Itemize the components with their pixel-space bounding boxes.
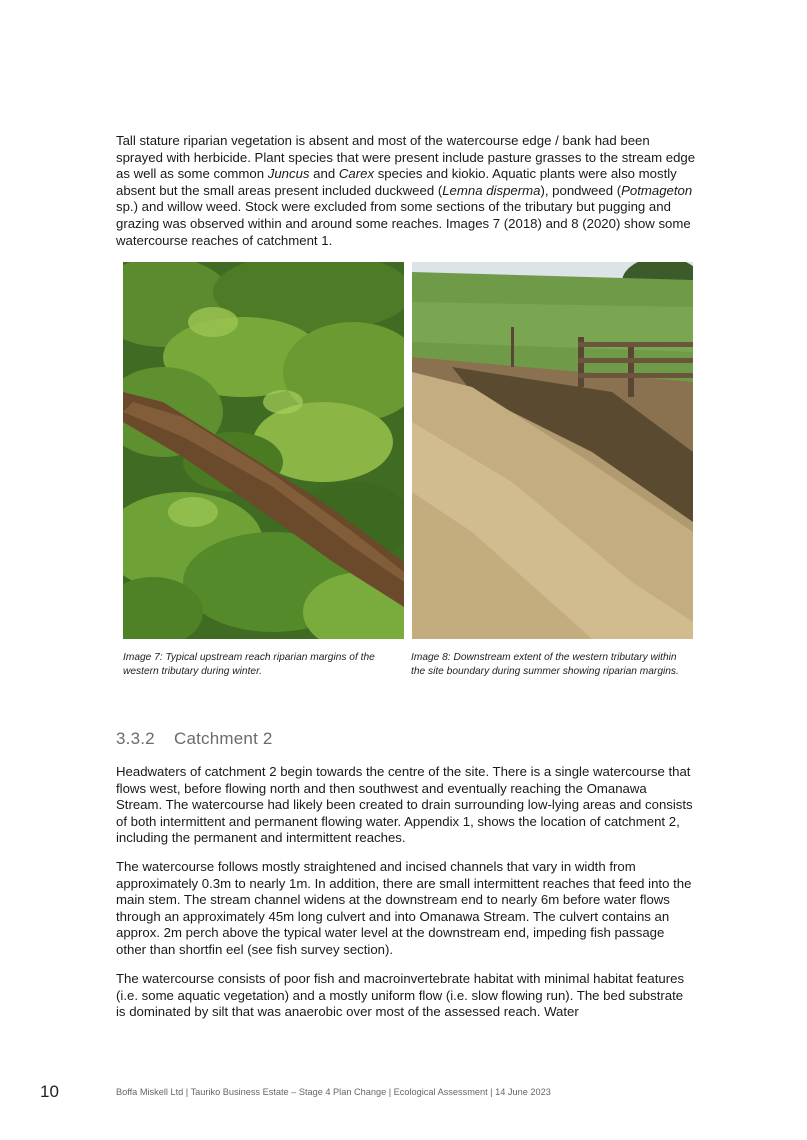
- footer-text: Boffa Miskell Ltd | Tauriko Business Estate – Stage 4 Plan Change | Ecological Assessment | 14 June 2023: [116, 1087, 551, 1097]
- section-heading: [116, 729, 273, 749]
- section-number: 3.3.2: [116, 729, 155, 748]
- species-lemna: Lemna disperma: [442, 182, 541, 198]
- body-paragraph-3: The watercourse consists of poor fish and macroinvertebrate habitat with minimal habitat features (i.e. some aquatic vegetation) and a mostly uniform flow (i.e. slow flowing run). The bed substrate is dominated by silt that was anaerobic over most of the assessed reach. Water: [116, 971, 685, 1020]
- species-potmageton: Potmageton: [621, 182, 693, 198]
- intro-paragraph: Tall stature riparian vegetation is absent and most of the watercourse edge / bank had been sprayed with herbicide. Plant species that were present include pasture grasses to the stream edge as well as some common Juncus and Carex species and kiokio. Aquatic plants were also mostly absent but the small areas present included duckweed (Lemna disperma), pondweed (Potmageton sp.) and willow weed. Stock were excluded from some sections of the tributary but pugging and grazing was observed within and around some reaches. Images 7 (2018) and 8 (2020) show some watercourse reaches of catchment 1.: [116, 133, 696, 248]
- body-paragraph-2: The watercourse follows mostly straightened and incised channels that vary in width from approximately 0.3m to nearly 1m. In addition, there are small intermittent reaches that feed into the main stem. The stream channel widens at the downstream end to nearly 6m before water flows through an approximately 45m long culvert and into Omanawa Stream. The culvert contains an approx. 2m perch above the typical water level at the downstream end, impeding fish passage other than shortfin eel (see fish survey section).: [116, 859, 692, 957]
- section-title: Catchment 2: [174, 729, 273, 748]
- image-7-photo: [123, 262, 404, 639]
- species-juncus: Juncus: [267, 166, 310, 182]
- species-carex: Carex: [338, 166, 375, 182]
- body-paragraph-1: Headwaters of catchment 2 begin towards the centre of the site. There is a single watercourse that flows west, before flowing north and then southwest and eventually reaching the Omanawa Stream. The watercourse had likely been created to drain surrounding low-lying areas and consists of both intermittent and permanent flowing water. Appendix 1, shows the location of catchment 2, including the permanent and intermittent reaches.: [116, 764, 693, 846]
- image-8-photo: [412, 262, 693, 639]
- page-number: 10: [40, 1082, 59, 1101]
- image-8-caption: Image 8: Downstream extent of the western tributary within the site boundary during summer showing riparian margins.: [411, 652, 679, 677]
- image-7-caption: Image 7: Typical upstream reach riparian margins of the western tributary during winter.: [123, 652, 375, 677]
